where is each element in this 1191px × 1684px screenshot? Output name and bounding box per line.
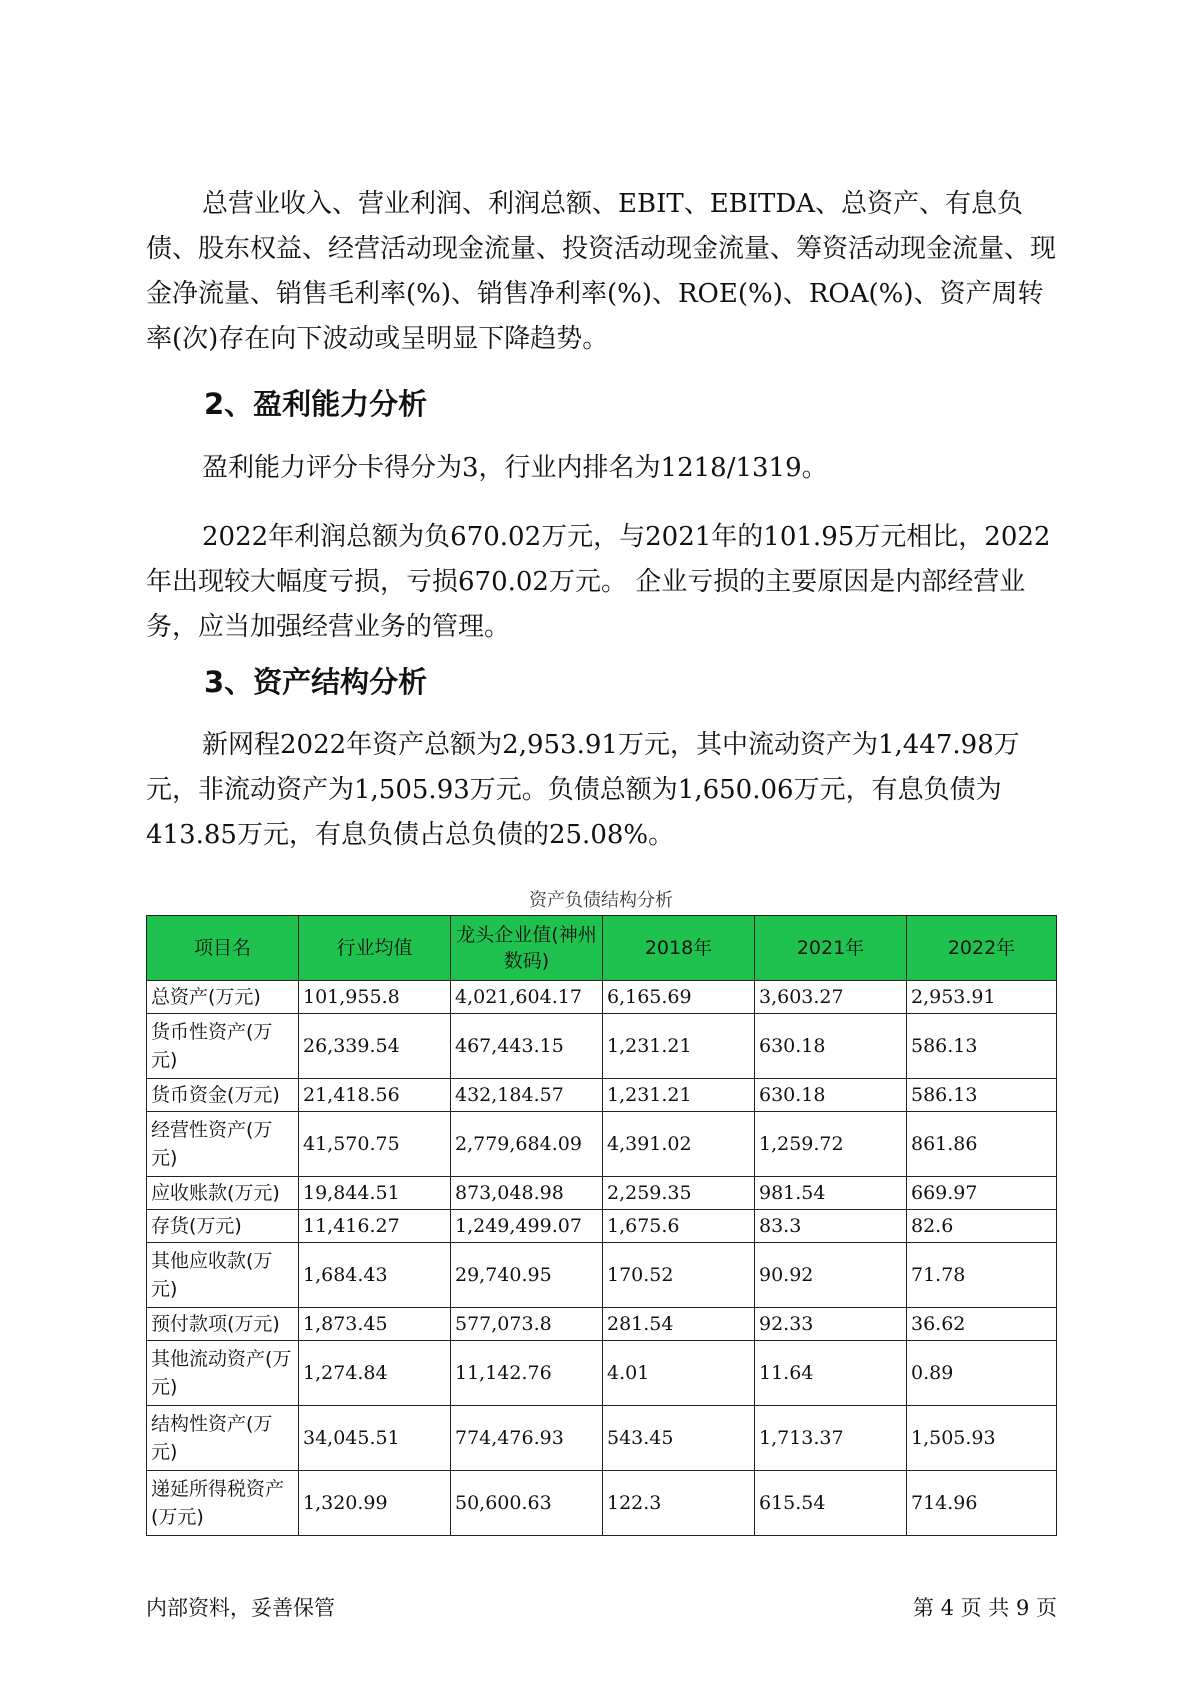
heading-asset-structure: 3、资产结构分析 xyxy=(204,665,428,699)
table-cell: 281.54 xyxy=(603,1308,755,1341)
table-cell: 11,416.27 xyxy=(299,1210,451,1243)
table-cell: 21,418.56 xyxy=(299,1079,451,1112)
header-cell: 2018年 xyxy=(603,916,755,981)
table-cell: 4,391.02 xyxy=(603,1112,755,1177)
table-cell: 82.6 xyxy=(907,1210,1057,1243)
heading-profitability: 2、盈利能力分析 xyxy=(204,387,428,421)
table-row xyxy=(147,1243,1057,1308)
header-cell: 行业均值 xyxy=(299,916,451,981)
table-cell: 1,231.21 xyxy=(603,1014,755,1079)
table-cell: 432,184.57 xyxy=(451,1079,603,1112)
table-header-row xyxy=(147,916,1057,981)
table-cell: 1,505.93 xyxy=(907,1406,1057,1471)
table-cell: 50,600.63 xyxy=(451,1471,603,1536)
table-cell: 92.33 xyxy=(755,1308,907,1341)
paragraph-profit: 2022年利润总额为负670.02万元，与2021年的101.95万元相比，2022年出现较大幅度亏损，亏损670.02万元。 企业亏损的主要原因是内部经营业务，应当加强经营业务的管理。 xyxy=(146,522,1051,642)
table-cell: 1,320.99 xyxy=(299,1471,451,1536)
paragraph-trend: 总营业收入、营业利润、利润总额、EBIT、EBITDA、总资产、有息负债、股东权益、经营活动现金流量、投资活动现金流量、筹资活动现金流量、现金净流量、销售毛利率(%)、销售净利率(%)、ROE(%)、ROA(%)、资产周转率(次)存在向下波动或呈明显下降趋势。 xyxy=(146,189,1057,354)
table-cell: 41,570.75 xyxy=(299,1112,451,1177)
table-cell: 981.54 xyxy=(755,1177,907,1210)
table-cell: 1,713.37 xyxy=(755,1406,907,1471)
table-cell: 1,249,499.07 xyxy=(451,1210,603,1243)
row-label: 总资产(万元) xyxy=(147,981,299,1014)
table-cell: 4,021,604.17 xyxy=(451,981,603,1014)
table-cell: 101,955.8 xyxy=(299,981,451,1014)
row-label: 递延所得税资产(万元) xyxy=(147,1471,299,1536)
table-cell: 29,740.95 xyxy=(451,1243,603,1308)
table-cell: 2,779,684.09 xyxy=(451,1112,603,1177)
table-cell: 4.01 xyxy=(603,1341,755,1406)
table-cell: 615.54 xyxy=(755,1471,907,1536)
footer-confidential-note: 内部资料，妥善保管 xyxy=(146,1596,335,1620)
table-cell: 669.97 xyxy=(907,1177,1057,1210)
row-label: 预付款项(万元) xyxy=(147,1308,299,1341)
table-row xyxy=(147,1177,1057,1210)
paragraph-scorecard: 盈利能力评分卡得分为3，行业内排名为1218/1319。 xyxy=(202,453,828,483)
table-row xyxy=(147,1210,1057,1243)
table-cell: 11,142.76 xyxy=(451,1341,603,1406)
table-caption: 资产负债结构分析 xyxy=(529,890,673,911)
table-cell: 467,443.15 xyxy=(451,1014,603,1079)
table-cell: 83.3 xyxy=(755,1210,907,1243)
table-cell: 861.86 xyxy=(907,1112,1057,1177)
table-row xyxy=(147,1079,1057,1112)
table-row xyxy=(147,981,1057,1014)
table-cell: 71.78 xyxy=(907,1243,1057,1308)
table-cell: 630.18 xyxy=(755,1014,907,1079)
table-cell: 6,165.69 xyxy=(603,981,755,1014)
table-cell: 1,675.6 xyxy=(603,1210,755,1243)
table-row xyxy=(147,1341,1057,1406)
row-label: 应收账款(万元) xyxy=(147,1177,299,1210)
table-cell: 577,073.8 xyxy=(451,1308,603,1341)
table-cell: 586.13 xyxy=(907,1079,1057,1112)
row-label: 经营性资产(万元) xyxy=(147,1112,299,1177)
table-cell: 1,274.84 xyxy=(299,1341,451,1406)
header-cell: 2022年 xyxy=(907,916,1057,981)
row-label: 存货(万元) xyxy=(147,1210,299,1243)
table-cell: 714.96 xyxy=(907,1471,1057,1536)
table-row xyxy=(147,1112,1057,1177)
table-cell: 2,953.91 xyxy=(907,981,1057,1014)
table-cell: 90.92 xyxy=(755,1243,907,1308)
row-label: 其他流动资产(万元) xyxy=(147,1341,299,1406)
table-cell: 3,603.27 xyxy=(755,981,907,1014)
table-row xyxy=(147,1014,1057,1079)
table-cell: 1,259.72 xyxy=(755,1112,907,1177)
table-row xyxy=(147,1406,1057,1471)
table-cell: 0.89 xyxy=(907,1341,1057,1406)
row-label: 结构性资产(万元) xyxy=(147,1406,299,1471)
table-cell: 19,844.51 xyxy=(299,1177,451,1210)
table-cell: 170.52 xyxy=(603,1243,755,1308)
header-cell: 项目名 xyxy=(147,916,299,981)
header-cell: 龙头企业值(神州数码) xyxy=(451,916,603,981)
row-label: 货币资金(万元) xyxy=(147,1079,299,1112)
table-cell: 34,045.51 xyxy=(299,1406,451,1471)
table-cell: 873,048.98 xyxy=(451,1177,603,1210)
table-cell: 2,259.35 xyxy=(603,1177,755,1210)
balance-sheet-table xyxy=(146,915,1057,1536)
table-cell: 1,873.45 xyxy=(299,1308,451,1341)
table-cell: 26,339.54 xyxy=(299,1014,451,1079)
table-cell: 630.18 xyxy=(755,1079,907,1112)
table-cell: 543.45 xyxy=(603,1406,755,1471)
table-row xyxy=(147,1471,1057,1536)
table-cell: 774,476.93 xyxy=(451,1406,603,1471)
table-cell: 122.3 xyxy=(603,1471,755,1536)
table-cell: 1,684.43 xyxy=(299,1243,451,1308)
table-cell: 36.62 xyxy=(907,1308,1057,1341)
header-cell: 2021年 xyxy=(755,916,907,981)
paragraph-assets: 新网程2022年资产总额为2,953.91万元，其中流动资产为1,447.98万元，非流动资产为1,505.93万元。负债总额为1,650.06万元，有息负债为413.85万元，有息负债占总负债的25.08%。 xyxy=(146,730,1020,850)
row-label: 其他应收款(万元) xyxy=(147,1243,299,1308)
table-cell: 11.64 xyxy=(755,1341,907,1406)
table-cell: 1,231.21 xyxy=(603,1079,755,1112)
footer-page-number: 第 4 页 共 9 页 xyxy=(912,1596,1057,1620)
table-cell: 586.13 xyxy=(907,1014,1057,1079)
table-row xyxy=(147,1308,1057,1341)
row-label: 货币性资产(万元) xyxy=(147,1014,299,1079)
